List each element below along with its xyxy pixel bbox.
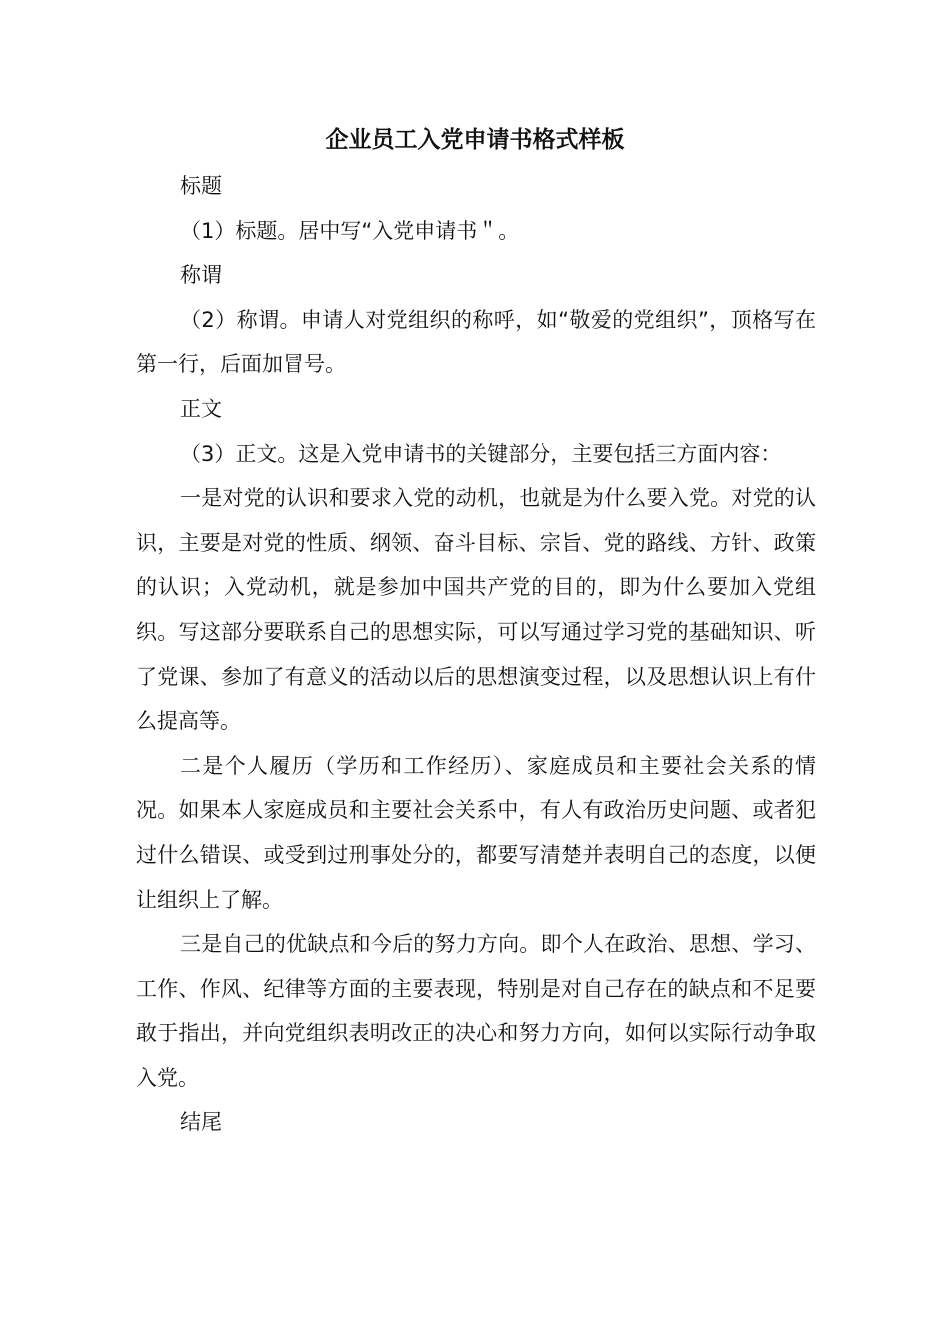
paragraph-body-intro: （3）正文。这是入党申请书的关键部分，主要包括三方面内容： — [180, 441, 782, 466]
paragraph-body-point-two: 二是个人履历（学历和工作经历）、家庭成员和主要社会关系的情况。如果本人家庭成员和主要社会关系中，有人有政治历史问题、或者犯过什么错误、或受到过刑事处分的，都要写清楚并表明自己的态度，以便让组织上了解。 — [136, 753, 816, 912]
paragraph-body-point-one: 一是对党的认识和要求入党的动机，也就是为什么要入党。对党的认识，主要是对党的性质、纲领、奋斗目标、宗旨、党的路线、方针、政策的认识；入党动机，就是参加中国共产党的目的，即为什么要加入党组织。写这部分要联系自己的思想实际，可以写通过学习党的基础知识、听了党课、参加了有意义的活动以后的思想演变过程，以及思想认识上有什么提高等。 — [136, 486, 816, 734]
section-heading-salutation: 称谓 — [180, 263, 222, 288]
section-heading-title: 标题 — [180, 174, 222, 198]
paragraph-salutation-rule: （2）称谓。申请人对党组织的称呼，如“敬爱的党组织”，顶格写在第一行，后面加冒号。 — [136, 307, 816, 377]
section-heading-body: 正文 — [180, 396, 222, 421]
paragraph-body-point-three: 三是自己的优缺点和今后的努力方向。即个人在政治、思想、学习、工作、作风、纪律等方面的主要表现，特别是对自己存在的缺点和不足要敢于指出，并向党组织表明改正的决心和努力方向，如何以实际行动争取入党。 — [136, 932, 816, 1090]
document-title: 企业员工入党申请书格式样板 — [325, 127, 625, 153]
document-body — [136, 164, 816, 1145]
section-heading-ending: 结尾 — [180, 1110, 222, 1135]
paragraph-title-rule: （1）标题。居中写“入党申请书＂。 — [180, 218, 520, 243]
